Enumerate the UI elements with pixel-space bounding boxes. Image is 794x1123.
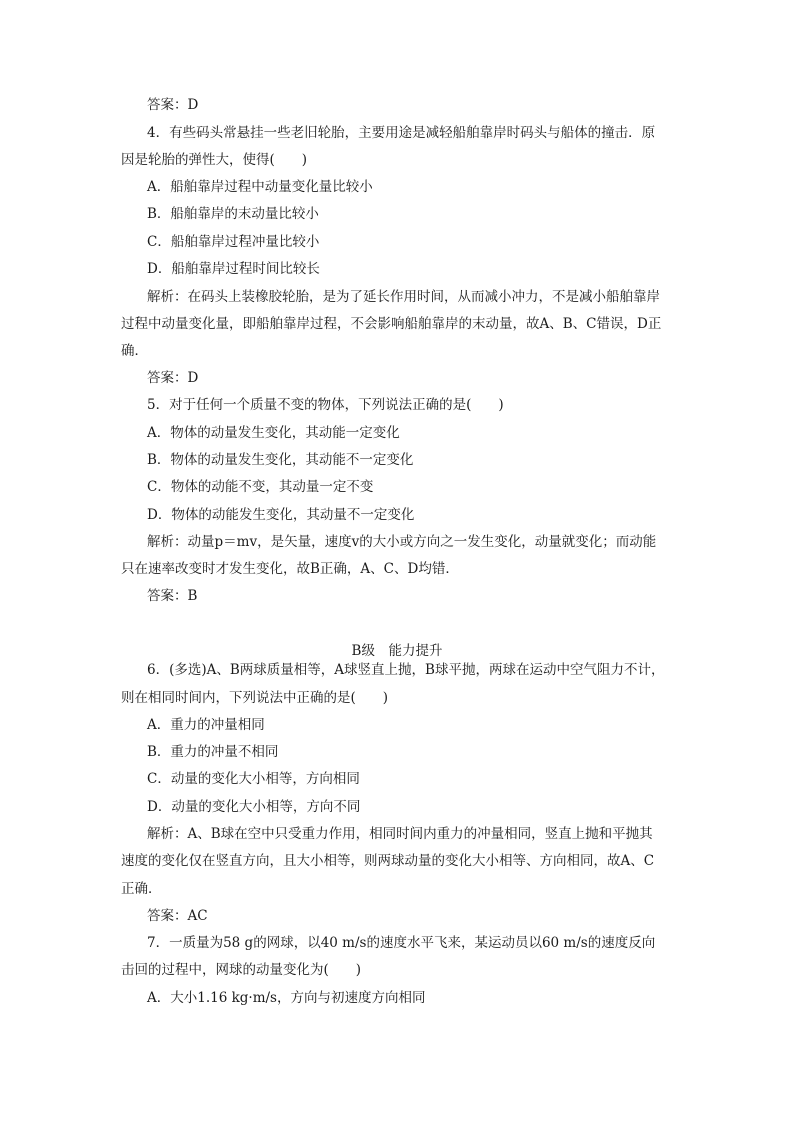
- q4-option-a: A．船舶靠岸过程中动量变化量比较小: [147, 179, 373, 195]
- q4-analysis-line1: 解析：在码头上装橡胶轮胎，是为了延长作用时间，从而减小冲力，不是减小船舶靠岸: [147, 289, 660, 305]
- q6-stem-line2: 则在相同时间内，下列说法中正确的是( ): [121, 690, 389, 706]
- q6-stem-line1: 6．(多选)A、B两球质量相等，A球竖直上抛，B球平抛，两球在运动中空气阻力不计，: [147, 662, 665, 678]
- answer-q6: 答案：AC: [147, 908, 208, 924]
- q5-analysis-line2: 只在速率改变时才发生变化，故B正确，A、C、D均错．: [121, 561, 459, 577]
- q5-stem-line1: 5．对于任何一个质量不变的物体，下列说法正确的是( ): [147, 397, 504, 413]
- section-title: B级 能力提升: [351, 643, 443, 659]
- answer-q5: 答案：B: [147, 588, 198, 604]
- q4-stem-line2: 因是轮胎的弹性大，使得( ): [121, 152, 308, 168]
- q5-option-a: A．物体的动量发生变化，其动能一定变化: [147, 425, 400, 441]
- q4-stem-line1: 4．有些码头常悬挂一些老旧轮胎，主要用途是减轻船舶靠岸时码头与船体的撞击．原: [147, 125, 656, 141]
- q6-option-a: A．重力的冲量相同: [147, 717, 265, 733]
- q7-option-a: A．大小1.16 kg·m/s，方向与初速度方向相同: [147, 990, 426, 1006]
- q7-stem-line2: 击回的过程中，网球的动量变化为( ): [121, 962, 362, 978]
- q6-analysis-line1: 解析：A、B球在空中只受重力作用，相同时间内重力的冲量相同，竖直上抛和平抛其: [147, 826, 653, 842]
- answer-q3: 答案：D: [147, 97, 199, 113]
- q5-analysis-line1: 解析：动量p＝mv，是矢量，速度v的大小或方向之一发生变化，动量就变化；而动能: [147, 534, 657, 550]
- q5-option-c: C．物体的动能不变，其动量一定不变: [147, 479, 374, 495]
- q6-option-b: B．重力的冲量不相同: [147, 744, 279, 760]
- q4-analysis-line2: 过程中动量变化量，即船舶靠岸过程，不会影响船舶靠岸的末动量，故A、B、C错误，D正: [121, 316, 662, 332]
- q7-stem-line1: 7．一质量为58 g的网球，以40 m/s的速度水平飞来，某运动员以60 m/s的速度反向: [147, 935, 656, 951]
- answer-q4: 答案：D: [147, 370, 199, 386]
- q6-analysis-line3: 正确．: [121, 881, 162, 897]
- q4-option-c: C．船舶靠岸过程冲量比较小: [147, 234, 320, 250]
- q6-analysis-line2: 速度的变化仅在竖直方向，且大小相等，则两球动量的变化大小相等、方向相同，故A、C: [121, 853, 655, 869]
- q4-option-d: D．船舶靠岸过程时间比较长: [147, 261, 320, 277]
- q6-option-d: D．动量的变化大小相等，方向不同: [147, 799, 361, 815]
- q4-analysis-line3: 确．: [121, 343, 148, 359]
- q4-option-b: B．船舶靠岸的末动量比较小: [147, 206, 319, 222]
- q5-option-b: B．物体的动量发生变化，其动能不一定变化: [147, 452, 414, 468]
- q5-option-d: D．物体的动能发生变化，其动量不一定变化: [147, 507, 415, 523]
- q6-option-c: C．动量的变化大小相等，方向相同: [147, 771, 360, 787]
